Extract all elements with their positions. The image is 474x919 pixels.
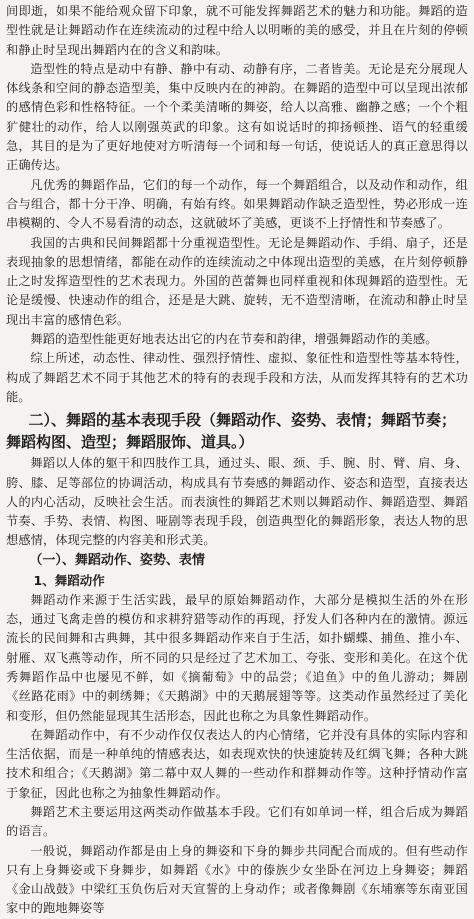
paragraph: 综上所述，动态性、律动性、强烈抒情性、虚拟、象征性和造型性等基本特性，构成了舞蹈艺术不同于其他艺术的特有的表现手段和方法，从而发挥其特有的艺术功能。 (6, 351, 468, 404)
paragraph: 舞蹈的造型性能更好地表达出它的内在节奏和韵律，增强舞蹈动作的美感。 (30, 332, 438, 347)
paragraph: 间即逝，如果不能给观众留下印象，就不可能发挥舞蹈艺术的魅力和功能。舞蹈的造型性就是让舞蹈动作在连续流动的过程中给人以明晰的美的感受，并且在片刻的停顿和静止时呈现出舞蹈内在的含义和韵味。 (6, 4, 468, 57)
subsubsection-heading: 1、舞蹈动作 (33, 572, 105, 588)
subsection-heading: （一）、舞蹈动作、姿势、表情 (29, 552, 205, 568)
paragraph: 一般说，舞蹈动作都是由上身的舞姿和下身的舞步共同配合而成的。但有些动作只有上身舞姿或下身舞步，如舞蹈《水》中的傣族少女坐卧在河边上身舞姿；舞蹈《金山战鼓》中梁红玉负伤后对天宣誓的上身动作；或者像舞剧《东埔寨等东南亚国家中的跑地舞姿等 (6, 843, 468, 916)
paragraph: 凡优秀的舞蹈作品，它们的每一个动作，每一个舞蹈组合，以及动作和动作，组合与组合，都十分干净、明确，有始有终。如果舞蹈动作缺乏造型性，势必形成一连串模糊的、令人不易看清的动态，这就破坏了美感，更谈不上抒情性和节奏感了。 (6, 177, 468, 231)
paragraph: 舞蹈以人体的躯干和四肢作工具，通过头、眼、颈、手、腕、肘、臂、肩、身、胯、膝、足等部位的协调活动，构成具有节奏感的舞蹈动作、姿态和造型，直接表达人的内心活动，反映社会生活。而表演性的舞蹈艺术则以舞蹈动作、舞蹈造型、舞蹈节奏、手势、表情、构图、哑剧等表现手段，创造典型化的舞蹈形象，表达人物的思想感情，体现完整的内容美和形式美。 (6, 456, 468, 548)
paragraph: 舞蹈艺术主要运用这两类动作做基本手段。它们有如单词一样，组合后成为舞蹈的语言。 (6, 804, 468, 839)
paragraph: 舞蹈动作来源于生活实践，最早的原始舞蹈动作，大部分是模拟生活的外在形态，通过飞禽走兽的模仿和求耕狩猎等动作的再现，抒发人们各种内在的激情。源远流长的民间舞和古典舞，其中很多舞蹈动作来自于生活，如扑蝴蝶、捕鱼、推小车、射雁、双飞燕等动作，所不同的只是经过了艺术加工、夸张、变形和美化。在这个优秀舞蹈作品中也屡见不鲜，如《摘葡萄》中的品尝；《追鱼》中的鱼儿游动；舞剧《丝路花雨》中的刺绣舞；《天鹅湖》中的天鹅展翅等等。这类动作虽然经过了美化和变形，但仍然能显现其生活形态，因此也称之为具象性舞蹈动作。 (6, 592, 468, 723)
section-heading: 二）、舞蹈的基本表现手段（舞蹈动作、姿势、表情；舞蹈节奏；舞蹈构图、造型；舞蹈服饰、道具。） (6, 411, 457, 452)
paragraph: 我国的古典和民间舞蹈都十分重视造型性。无论是舞蹈动作、手绢、扇子，还是表现抽象的思想情绪，都能在动作的连续流动之中体现出造型的美感，在片刻停顿静止之时发挥造型性的艺术表现力。外国的芭蕾舞也同样重视和体现舞蹈的造型性。无论是缓慢、快速动作的组合，还是是大跳、旋转，无不造型清晰，在流动和静止时呈现出丰富的感情色彩。 (6, 235, 468, 327)
paragraph: 造型性的特点是动中有静、静中有动、动静有序，二者皆美。无论是充分展现人体线条和空间的静态造型美，集中反映内在的神韵。在舞蹈的造型中可以呈现出浓郁的感情色彩和性格特征。一个个柔美清晰的舞姿，给人以高雅、幽静之感；一个个粗犷健壮的动作，给人以刚强英武的印象。这有如说话时的抑扬顿挫、语气的轻重缓急，其目的是为了更好地使对方听清每一个词和每一句话，使说话人的真正意思得以正确传达。 (6, 61, 468, 173)
paragraph: 在舞蹈动作中，有不少动作仅仅表达人的内心情绪，它并没有具体的实际内容和生活依据，而是一种单纯的情感表达，如表现欢快的快速旋转及红绸飞舞；各种大跳技术和组合；《天鹅湖》第二幕中双人舞的一些动作和群舞动作等。这种抒情动作富于象征，因此也称之为抽象性舞蹈动作。 (6, 727, 468, 800)
